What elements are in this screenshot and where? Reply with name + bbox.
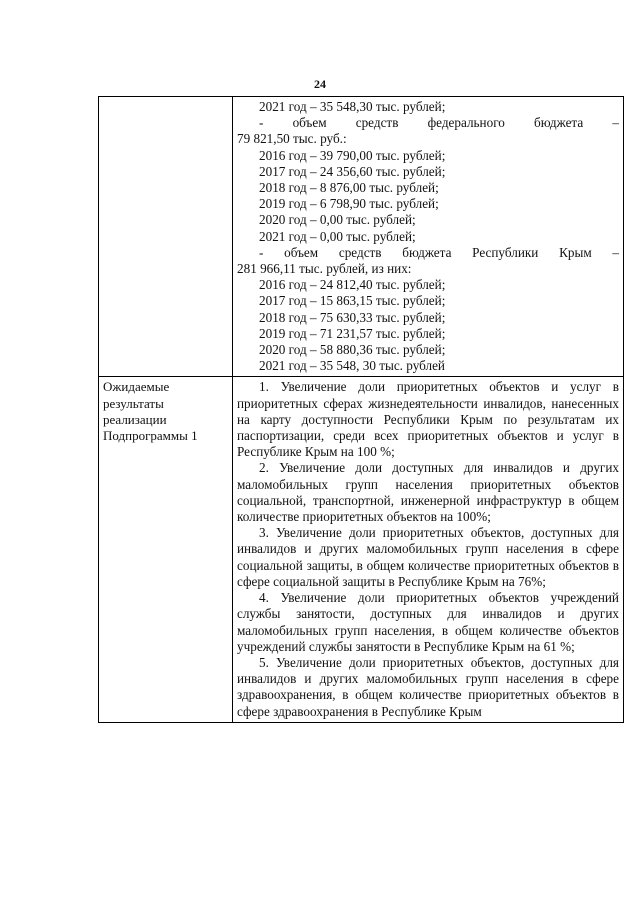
funding-line: 281 966,11 тыс. рублей, из них:: [237, 261, 412, 277]
funding-line: 2017 год – 15 863,15 тыс. рублей;: [259, 293, 446, 309]
funding-label-cell: [99, 97, 233, 377]
results-cell: [233, 377, 624, 722]
funding-line: 2016 год – 39 790,00 тыс. рублей;: [259, 147, 446, 163]
result-item: 4. Увеличение доли приоритетных объектов учреждений службы занятости, доступных для инвалидов и других маломобильных групп населения, в общем количестве объектов учреждений службы занятости в Республике Крым на 61 %;: [237, 590, 619, 654]
funding-line: 2017 год – 24 356,60 тыс. рублей;: [259, 163, 446, 179]
funding-line: 2021 год – 0,00 тыс. рублей;: [259, 228, 416, 244]
funding-row: [99, 97, 624, 377]
funding-line: 2019 год – 71 231,57 тыс. рублей;: [259, 325, 446, 341]
result-item: 3. Увеличение доли приоритетных объектов, доступных для инвалидов и других маломобильных групп населения в сфере социальной защиты, в общем количестве приоритетных объектов в сфере социальной защиты в Республике Крым на 76%;: [237, 525, 619, 589]
funding-cell: [233, 97, 624, 377]
funding-line: - объем средств федерального бюджета –: [259, 115, 619, 131]
results-label: Ожидаемые результаты реализации Подпрограммы 1: [99, 377, 233, 722]
result-item: 2. Увеличение доли доступных для инвалидов и других маломобильных групп населения приоритетных объектов социальной, транспортной, инженерной инфраструктур в общем количестве приоритетных объектов на 100%;: [237, 460, 619, 525]
funding-line: 2020 год – 0,00 тыс. рублей;: [259, 212, 416, 228]
funding-line: 2018 год – 8 876,00 тыс. рублей;: [259, 180, 439, 196]
funding-line: 2021 год – 35 548, 30 тыс. рублей: [259, 358, 445, 374]
results-row: [99, 377, 624, 722]
passport-table: [98, 96, 624, 723]
funding-line: 2021 год – 35 548,30 тыс. рублей;: [259, 99, 446, 114]
result-item: 5. Увеличение доли приоритетных объектов, доступных для инвалидов и других маломобильных групп населения в сфере здравоохранения, в общем количестве приоритетных объектов в сфере здравоохранения в Республике Крым: [237, 654, 619, 719]
funding-line: - объем средств бюджета Республики Крым –: [259, 244, 619, 260]
funding-line: 2018 год – 75 630,33 тыс. рублей;: [259, 309, 446, 325]
funding-line: 79 821,50 тыс. руб.:: [237, 131, 347, 147]
funding-line: 2019 год – 6 798,90 тыс. рублей;: [259, 196, 439, 212]
page-number: 24: [314, 77, 326, 91]
funding-line: 2016 год – 24 812,40 тыс. рублей;: [259, 277, 446, 293]
result-item: 1. Увеличение доли приоритетных объектов и услуг в приоритетных сферах жизнедеятельности инвалидов, нанесенных на карту доступности Республики Крым по результатам их паспортизации, среди всех приоритетных объектов и услуг в Республике Крым на 100 %;: [237, 379, 619, 460]
funding-line: 2020 год – 58 880,36 тыс. рублей;: [259, 342, 446, 358]
